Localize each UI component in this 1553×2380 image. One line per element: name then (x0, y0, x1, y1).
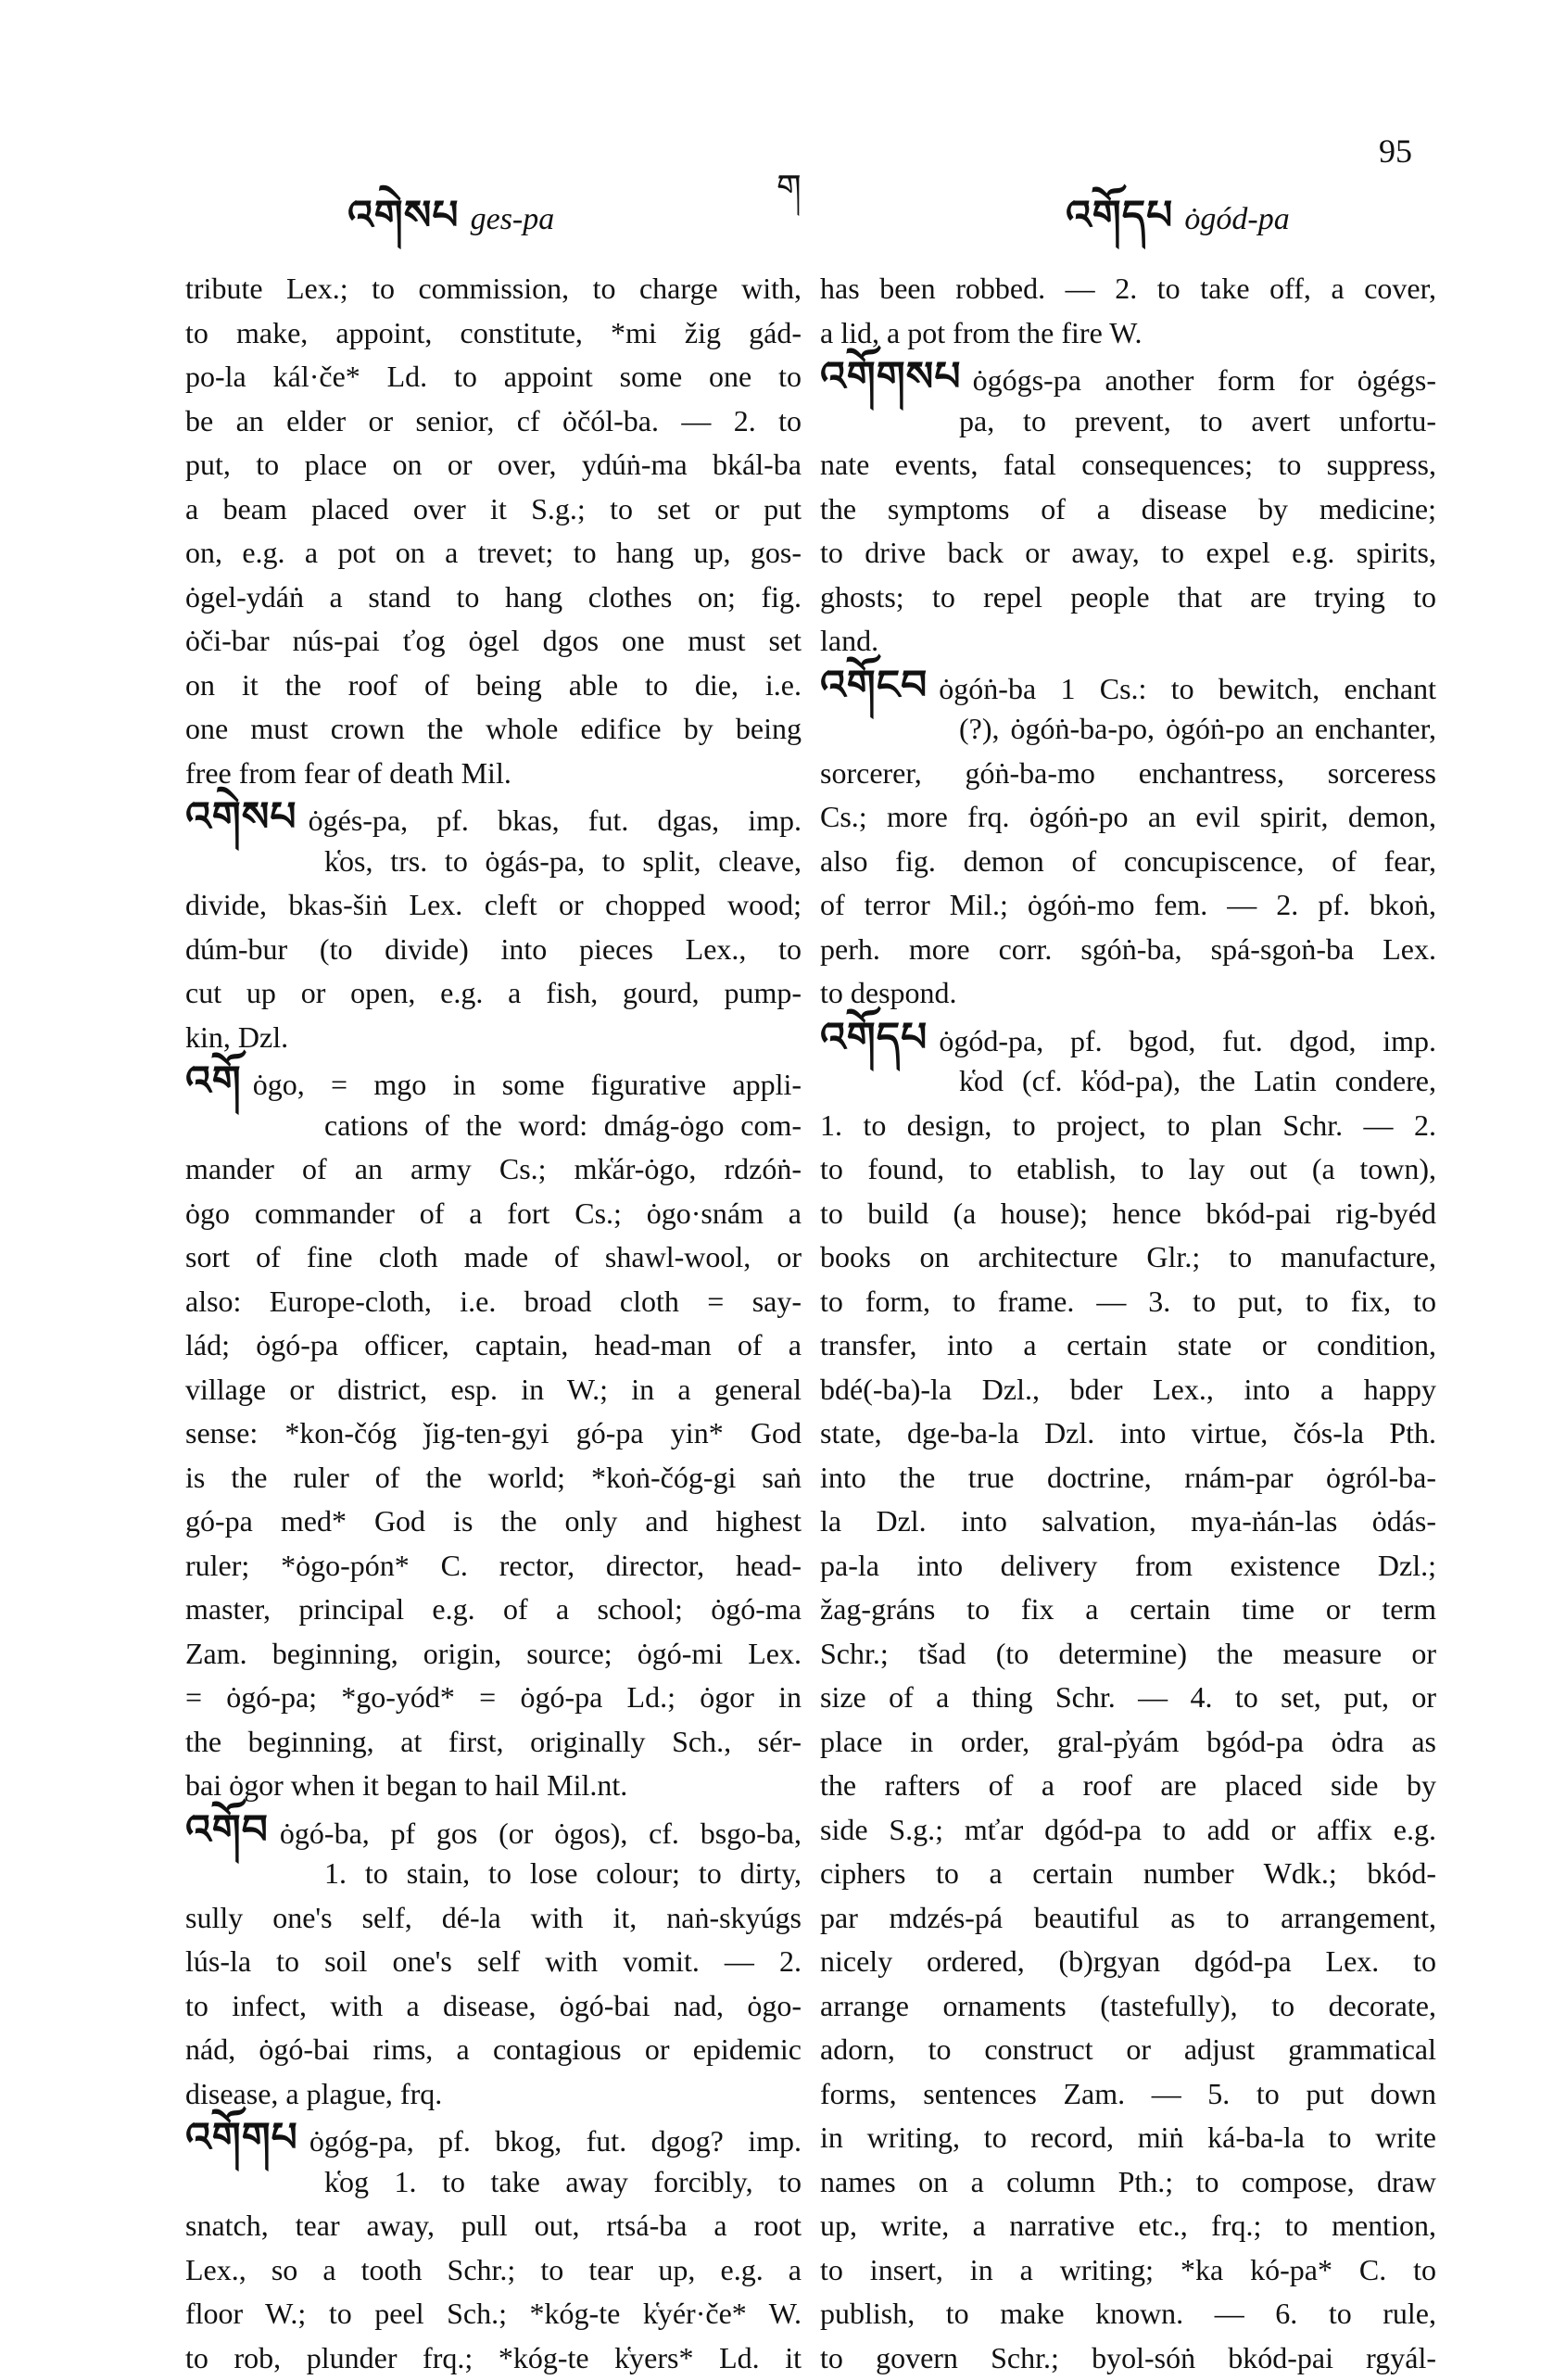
text-line (185, 487, 802, 532)
line-text: state, dge-ba-la Dzl. into virtue, čós-la Pth. (820, 1416, 1436, 1450)
line-text: transfer, into a certain state or condition, (820, 1328, 1436, 1361)
text-line (185, 1852, 802, 1896)
text-line (185, 664, 802, 708)
text-line (185, 1808, 802, 1853)
line-text: land. (820, 624, 878, 657)
line-text: to drive back or away, to expel e.g. spirits, (820, 536, 1436, 569)
line-text: up, write, a narrative etc., frq.; to mention, (820, 2209, 1436, 2242)
line-text: the symptoms of a disease by medicine; (820, 492, 1436, 525)
line-text: names on a column Pth.; to compose, draw (820, 2165, 1436, 2198)
text-line (820, 576, 1436, 620)
line-text: par mdzés-pá beautiful as to arrangement, (820, 1901, 1436, 1934)
text-line (820, 1016, 1436, 1060)
text-line (820, 1544, 1436, 1589)
line-text: ȯgód-pa, pf. bgod, fut. dgod, imp. (939, 1024, 1436, 1057)
line-text: place in order, gral-p̓yám bgód-pa ȯdra as (820, 1725, 1436, 1758)
page-number: 95 (1379, 132, 1412, 171)
line-text: to build (a house); hence bkód-pai rig-byéd (820, 1196, 1436, 1230)
line-text: sully one's self, dé-la with it, naṅ-skyúgs (185, 1901, 802, 1934)
line-text: master, principal e.g. of a school; ȯgó-ma (185, 1592, 802, 1626)
line-text: ȯgógs-pa another form for ȯgégs- (973, 363, 1436, 397)
line-text: lús-la to soil one's self with vomit. — 2. (185, 1944, 802, 1978)
line-text: to govern Schr.; byol-sóṅ bkód-pai rgyál- (820, 2341, 1436, 2374)
text-line (820, 1500, 1436, 1544)
text-line (820, 1852, 1436, 1896)
line-text: is the ruler of the world; *koṅ-čóg-gi saṅ (185, 1461, 802, 1494)
text-line (185, 311, 802, 356)
text-line (820, 707, 1436, 752)
line-text: snatch, tear away, pull out, rtsá-ba a root (185, 2209, 802, 2242)
line-text: in writing, to record, miṅ ká-ba-la to write (820, 2120, 1436, 2154)
text-line (820, 2028, 1436, 2072)
line-text: po-la kál·če* Ld. to appoint some one to (185, 360, 802, 393)
text-line (820, 1808, 1436, 1853)
left-column (185, 267, 802, 2213)
entry-headword-tibetan: འགོདཔ (820, 1015, 928, 1060)
text-line (820, 1632, 1436, 1677)
text-line (185, 1280, 802, 1324)
entry-headword-tibetan: འགོབ (185, 1807, 269, 1853)
line-text: disease, a plague, frq. (185, 2077, 442, 2110)
line-text: ȯgóg-pa, pf. bkog, fut. dgog? imp. (309, 2124, 802, 2158)
line-text: ȯgo, = mgo in some figurative appli- (253, 1068, 802, 1101)
line-text: ghosts; to repel people that are trying to (820, 580, 1436, 614)
line-text: has been robbed. — 2. to take off, a cover, (820, 272, 1436, 305)
entry-headword-tibetan: འགོགསཔ (820, 354, 962, 399)
text-line (820, 928, 1436, 972)
text-line (185, 2292, 802, 2336)
line-text: cut up or open, e.g. a fish, gourd, pump- (185, 976, 802, 1009)
text-line (820, 1984, 1436, 2029)
text-line (820, 1104, 1436, 1148)
line-text: = ȯgó-pa; *go-yód* = ȯgó-pa Ld.; ȯgor in (185, 1680, 802, 1714)
text-line (185, 2336, 802, 2380)
text-line (185, 1456, 802, 1500)
line-text: into the true doctrine, rnám-par ȯgról-ba- (820, 1461, 1436, 1494)
line-text: ȯči-bar nús-pai ťog ȯgel dgos one must set (185, 624, 802, 657)
text-line (185, 1323, 802, 1368)
text-line (185, 752, 802, 796)
line-text: k̔od (cf. k̔ód-pa), the Latin condere, (959, 1064, 1436, 1097)
line-text: nád, ȯgó-bai rims, a contagious or epidemic (185, 2032, 802, 2066)
text-line (820, 2116, 1436, 2160)
line-text: arrange ornaments (tastefully), to decorate, (820, 1989, 1436, 2022)
text-line (820, 311, 1436, 356)
line-text: size of a thing Schr. — 4. to set, put, or (820, 1680, 1436, 1714)
text-line (820, 443, 1436, 487)
line-text: side S.g.; mťar dgód-pa to add or affix e.g. (820, 1813, 1436, 1846)
text-line (820, 1368, 1436, 1412)
line-text: (?), ȯgóṅ-ba-po, ȯgóṅ-po an enchanter, (959, 712, 1436, 745)
text-line (820, 1456, 1436, 1500)
entry-headword-tibetan: འགོགཔ (185, 2115, 298, 2160)
line-text: gó-pa med* God is the only and highest (185, 1504, 802, 1538)
line-text: sorcerer, góṅ-ba-mo enchantress, sorceress (820, 756, 1436, 790)
text-line (185, 1896, 802, 1941)
line-text: mander of an army Cs.; mk̔ár-ȯgo, rdzóṅ- (185, 1152, 802, 1185)
text-line (820, 1280, 1436, 1324)
line-text: ȯgóṅ-ba 1 Cs.: to bewitch, enchant (939, 672, 1436, 705)
text-line (820, 752, 1436, 796)
text-line (185, 1676, 802, 1720)
text-line (820, 1412, 1436, 1456)
text-line (185, 531, 802, 576)
text-line (185, 795, 802, 840)
line-text: the rafters of a roof are placed side by (820, 1768, 1436, 1802)
section-letter: ག (776, 148, 802, 247)
headword-tibetan: འགེསཔ (347, 193, 460, 238)
line-text: Schr.; tšad (to determine) the measure or (820, 1637, 1436, 1670)
headword-transliteration: ges-pa (471, 202, 555, 236)
text-line (185, 1984, 802, 2029)
line-text: floor W.; to peel Sch.; *kóg-te k̔yér·če* W. (185, 2297, 802, 2330)
line-text: also: Europe-cloth, i.e. broad cloth = say- (185, 1285, 802, 1318)
text-line (820, 1059, 1436, 1104)
text-line (185, 1104, 802, 1148)
line-text: k̔og 1. to take away forcibly, to (324, 2165, 802, 2198)
text-line (820, 487, 1436, 532)
text-line (820, 2336, 1436, 2380)
text-line (820, 1323, 1436, 1368)
right-column (820, 267, 1436, 2213)
line-text: to rob, plunder frq.; *kóg-te k̔yers* Ld. it (185, 2341, 802, 2374)
line-text: adorn, to construct or adjust grammatical (820, 2032, 1436, 2066)
line-text: on, e.g. a pot on a trevet; to hang up, gos- (185, 536, 802, 569)
line-text: ȯgés-pa, pf. bkas, fut. dgas, imp. (309, 804, 802, 837)
line-text: ȯgel-ydáṅ a stand to hang clothes on; fig. (185, 580, 802, 614)
text-line (185, 1544, 802, 1589)
text-line (185, 355, 802, 399)
text-line (820, 1764, 1436, 1808)
text-line (820, 1676, 1436, 1720)
text-line (820, 1720, 1436, 1765)
text-line (820, 1192, 1436, 1236)
text-line (820, 840, 1436, 884)
text-line (820, 664, 1436, 708)
text-line (820, 2248, 1436, 2293)
line-text: ȯgo commander of a fort Cs.; ȯgo·snám a (185, 1196, 802, 1230)
line-text: to insert, in a writing; *ka kó-pa* C. to (820, 2253, 1436, 2286)
line-text: tribute Lex.; to commission, to charge with, (185, 272, 802, 305)
line-text: ruler; *ȯgo-pón* C. rector, director, head- (185, 1549, 802, 1582)
text-line (820, 1588, 1436, 1632)
text-line (185, 2204, 802, 2248)
text-line (820, 2292, 1436, 2336)
line-text: bai ȯgor when it began to hail Mil.nt. (185, 1768, 627, 1802)
line-text: also fig. demon of concupiscence, of fear, (820, 844, 1436, 878)
entry-headword-tibetan: འགོངབ (820, 663, 928, 708)
line-text: of terror Mil.; ȯgóṅ-mo fem. — 2. pf. bkoṅ, (820, 888, 1436, 921)
line-text: a lid, a pot from the fire W. (820, 316, 1142, 349)
line-text: publish, to make known. — 6. to rule, (820, 2297, 1436, 2330)
line-text: 1. to stain, to lose colour; to dirty, (324, 1856, 802, 1890)
line-text: ciphers to a certain number Wdk.; bkód- (820, 1856, 1436, 1890)
text-line (820, 399, 1436, 444)
entry-headword-tibetan: འགོ (185, 1058, 242, 1104)
text-line (820, 883, 1436, 928)
text-line (185, 1940, 802, 1984)
text-line (185, 1588, 802, 1632)
text-line (185, 1500, 802, 1544)
text-line (820, 2204, 1436, 2248)
text-line (185, 1368, 802, 1412)
line-text: nate events, fatal consequences; to suppress, (820, 448, 1436, 481)
line-text: cations of the word: dmág-ȯgo com- (324, 1108, 802, 1142)
line-text: forms, sentences Zam. — 5. to put down (820, 2077, 1436, 2110)
line-text: nicely ordered, (b)rgyan dgód-pa Lex. to (820, 1944, 1436, 1978)
text-line (185, 707, 802, 752)
line-text: divide, bkas-šiṅ Lex. cleft or chopped wood; (185, 888, 802, 921)
line-text: dúm-bur (to divide) into pieces Lex., to (185, 932, 802, 966)
line-text: Lex., so a tooth Schr.; to tear up, e.g. a (185, 2253, 802, 2286)
text-line (820, 531, 1436, 576)
text-line (185, 971, 802, 1016)
text-line (185, 2116, 802, 2160)
line-text: pa, to prevent, to avert unfortu- (959, 404, 1436, 437)
text-line (185, 840, 802, 884)
line-text: sort of fine cloth made of shawl-wool, or (185, 1240, 802, 1273)
line-text: put, to place on or over, ydúṅ-ma bkál-ba (185, 448, 802, 481)
text-line (820, 355, 1436, 399)
text-line (820, 619, 1436, 664)
text-line (820, 1940, 1436, 1984)
text-line (820, 1147, 1436, 1192)
text-line (185, 2072, 802, 2117)
line-text: one must crown the whole edifice by being (185, 712, 802, 745)
text-line (185, 399, 802, 444)
text-line (185, 2028, 802, 2072)
line-text: sense: *kon-čóg ǰig-ten-gyi gó-pa yin* God (185, 1416, 802, 1450)
text-line (185, 1412, 802, 1456)
line-text: free from fear of death Mil. (185, 756, 511, 790)
line-text: to despond. (820, 976, 957, 1009)
line-text: perh. more corr. sgóṅ-ba, spá-sgoṅ-ba Lex. (820, 932, 1436, 966)
line-text: k̔os, trs. to ȯgás-pa, to split, cleave, (324, 844, 802, 878)
text-line (185, 619, 802, 664)
line-text: to make, appoint, constitute, *mi žig gád- (185, 316, 802, 349)
text-line (185, 267, 802, 311)
line-text: bdé(-ba)-la Dzl., bder Lex., into a happy (820, 1373, 1436, 1406)
text-line (185, 1632, 802, 1677)
text-line (820, 795, 1436, 840)
line-text: the beginning, at first, originally Sch., sér- (185, 1725, 802, 1758)
line-text: to form, to frame. — 3. to put, to fix, to (820, 1285, 1436, 1318)
text-line (185, 1235, 802, 1280)
text-line (185, 1720, 802, 1765)
line-text: Zam. beginning, origin, source; ȯgó-mi Lex. (185, 1637, 802, 1670)
line-text: to found, to etablish, to lay out (a town), (820, 1152, 1436, 1185)
text-line (185, 443, 802, 487)
text-line (185, 1059, 802, 1104)
text-line (820, 2160, 1436, 2205)
text-line (185, 2248, 802, 2293)
headword-tibetan: འགོདཔ (1066, 193, 1173, 238)
text-line (185, 928, 802, 972)
line-text: to infect, with a disease, ȯgó-bai nad, ȯgo- (185, 1989, 802, 2022)
line-text: la Dzl. into salvation, mya-ṅán-las ȯdás- (820, 1504, 1436, 1538)
entry-headword-tibetan: འགེསཔ (185, 794, 297, 840)
text-line (185, 1764, 802, 1808)
headword-transliteration: ȯgód-pa (1184, 202, 1289, 236)
text-line (820, 1896, 1436, 1941)
text-line (820, 267, 1436, 311)
text-line (820, 2072, 1436, 2117)
text-line (185, 1147, 802, 1192)
text-line (185, 576, 802, 620)
text-line (185, 2160, 802, 2205)
line-text: on it the roof of being able to die, i.e. (185, 668, 802, 702)
line-text: ȯgó-ba, pf gos (or ȯgos), cf. bsgo-ba, (280, 1817, 802, 1850)
line-text: books on architecture Glr.; to manufacture, (820, 1240, 1436, 1273)
line-text: žag-gráns to fix a certain time or term (820, 1592, 1436, 1626)
line-text: village or district, esp. in W.; in a general (185, 1373, 802, 1406)
line-text: 1. to design, to project, to plan Schr. — 2. (820, 1108, 1436, 1142)
line-text: Cs.; more frq. ȯgóṅ-po an evil spirit, demon, (820, 800, 1436, 833)
text-line (185, 883, 802, 928)
line-text: kin, Dzl. (185, 1020, 288, 1054)
text-line (185, 1016, 802, 1060)
text-line (820, 1235, 1436, 1280)
line-text: lád; ȯgó-pa officer, captain, head-man of a (185, 1328, 802, 1361)
line-text: pa-la into delivery from existence Dzl.; (820, 1549, 1436, 1582)
line-text: a beam placed over it S.g.; to set or put (185, 492, 802, 525)
text-line (185, 1192, 802, 1236)
line-text: be an elder or senior, cf ȯčól-ba. — 2. to (185, 404, 802, 437)
text-line (820, 971, 1436, 1016)
